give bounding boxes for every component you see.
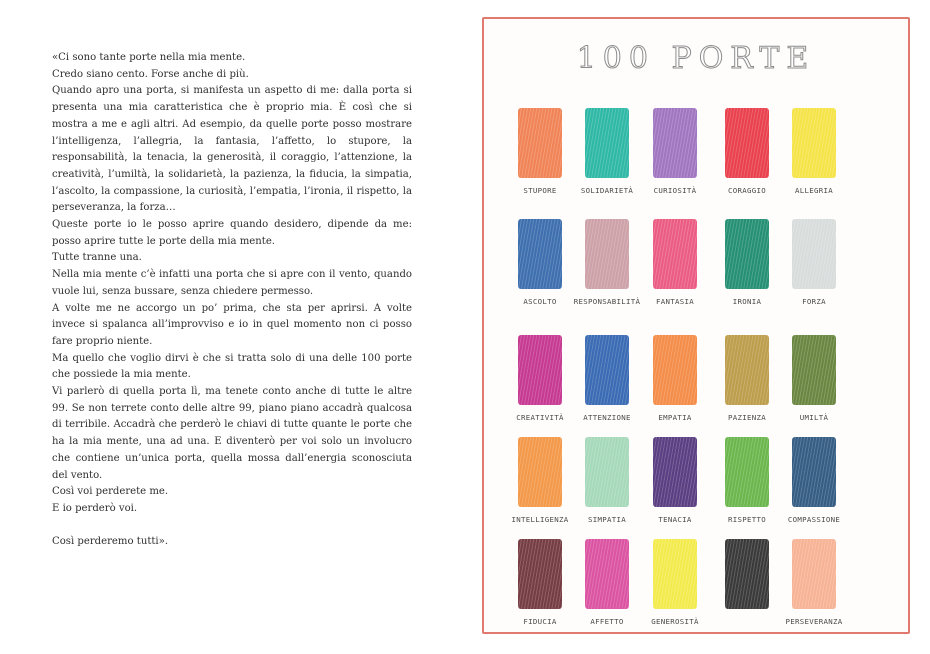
door-label: PAZIENZA: [728, 413, 766, 422]
door-swatch: [725, 219, 769, 289]
text-line: Così voi perderete me.: [52, 486, 169, 498]
door-label: STUPORE: [523, 186, 557, 195]
text-line: Così perderemo tutti».: [52, 536, 169, 548]
text-line: «Ci sono tante porte nella mia mente.: [52, 52, 246, 63]
text-paragraph: Vi parlerò di quella porta lì, ma tenete conto anche di tutte le altre 99. Se non terrete conto delle altre 99, piano piano accadrà qualcosa di terribile. Accadrà che perderò le chiavi di tutte quante le porte che ha la mia mente, una ad una. E diventerò per voi solo un involucro che contiene un’unica porta, quella mossa dall’energia sconosciuta del vento.: [52, 386, 412, 481]
door-swatch: [518, 335, 562, 405]
door-swatch: [792, 108, 836, 178]
door-label: CREATIVITÀ: [516, 413, 564, 422]
door-label: TENACIA: [658, 515, 692, 524]
door-swatch: [653, 219, 697, 289]
door-label: RISPETTO: [728, 515, 766, 524]
door-label: EMPATIA: [658, 413, 692, 422]
door-swatch: [585, 108, 629, 178]
text-paragraph: A volte me ne accorgo un po’ prima, che sta per aprirsi. A volte invece si spalanca all’improvviso e io in quel momento non ci posso fare proprio niente.: [52, 302, 412, 347]
door-swatch: [518, 539, 562, 609]
door-swatch: [653, 437, 697, 507]
text-line: Credo siano cento. Forse anche di più.: [52, 68, 249, 80]
illustration-frame: [482, 17, 910, 634]
door-label: COMPASSIONE: [787, 515, 841, 524]
door-label: IRONIA: [732, 297, 762, 306]
door-swatch: [792, 335, 836, 405]
door-label: SIMPATIA: [588, 515, 626, 524]
door-swatch: [653, 539, 697, 609]
text-line: E io perderò voi.: [52, 502, 138, 514]
door-swatch: [585, 219, 629, 289]
door-label: SOLIDARIETÀ: [580, 186, 634, 195]
illustration-title: 100 PORTE: [576, 41, 816, 76]
door-label: FANTASIA: [656, 297, 694, 306]
text-paragraph: Nella mia mente c’è infatti una porta che si apre con il vento, quando vuole lui, senza bussare, senza chiedere permesso.: [52, 269, 412, 297]
door-swatch: [585, 437, 629, 507]
door-swatch: [518, 437, 562, 507]
door-swatch: [585, 539, 629, 609]
text-line: Tutte tranne una.: [52, 252, 142, 264]
door-swatch: [653, 108, 697, 178]
door-swatch: [725, 437, 769, 507]
door-label: ALLEGRIA: [795, 186, 833, 195]
door-swatch: [518, 219, 562, 289]
door-label: AFFETTO: [590, 617, 624, 626]
door-label: FIDUCIA: [523, 617, 557, 626]
door-label: ASCOLTO: [523, 297, 557, 306]
door-swatch: [725, 539, 769, 609]
text-page: [52, 50, 412, 551]
door-label: CURIOSITÀ: [653, 186, 697, 195]
text-paragraph: Ma quello che voglio dirvi è che si tratta solo di una delle 100 porte che possiede la mia mente.: [52, 352, 412, 381]
door-swatch: [725, 108, 769, 178]
text-paragraph: Queste porte io le posso aprire quando desidero, dipende da me: posso aprire tutte le porte della mia mente.: [52, 219, 412, 247]
door-label: CORAGGIO: [728, 186, 766, 195]
door-label: PERSEVERANZA: [785, 617, 843, 626]
door-swatch: [653, 335, 697, 405]
door-swatch: [585, 335, 629, 405]
door-label: UMILTÀ: [799, 413, 829, 422]
door-swatch: [725, 335, 769, 405]
text-paragraph: Quando apro una porta, si manifesta un aspetto di me: dalla porta si presenta una mia caratteristica che è proprio mia. È così che si mostra a me e agli altri. Ad esempio, da quelle porte posso mostrare l’intelligenza, l’allegria, la fantasia, l’affetto, lo stupore, la responsabilità, la tenacia, la generosità, il coraggio, l’attenzione, la creatività, l’umiltà, la solidarietà, la pazienza, la fiducia, la simpatia, l’ascolto, la compassione, la curiosità, l’empatia, l’ironia, il rispetto, la perseveranza, la forza…: [52, 85, 412, 214]
door-swatch: [792, 219, 836, 289]
door-label: GENEROSITÀ: [651, 617, 699, 626]
door-label: ATTENZIONE: [583, 413, 631, 422]
door-label: INTELLIGENZA: [511, 515, 569, 524]
door-swatch: [518, 108, 562, 178]
door-swatch: [792, 539, 836, 609]
door-label: RESPONSABILITÀ: [573, 297, 641, 306]
door-swatch: [792, 437, 836, 507]
door-label: FORZA: [802, 297, 826, 306]
